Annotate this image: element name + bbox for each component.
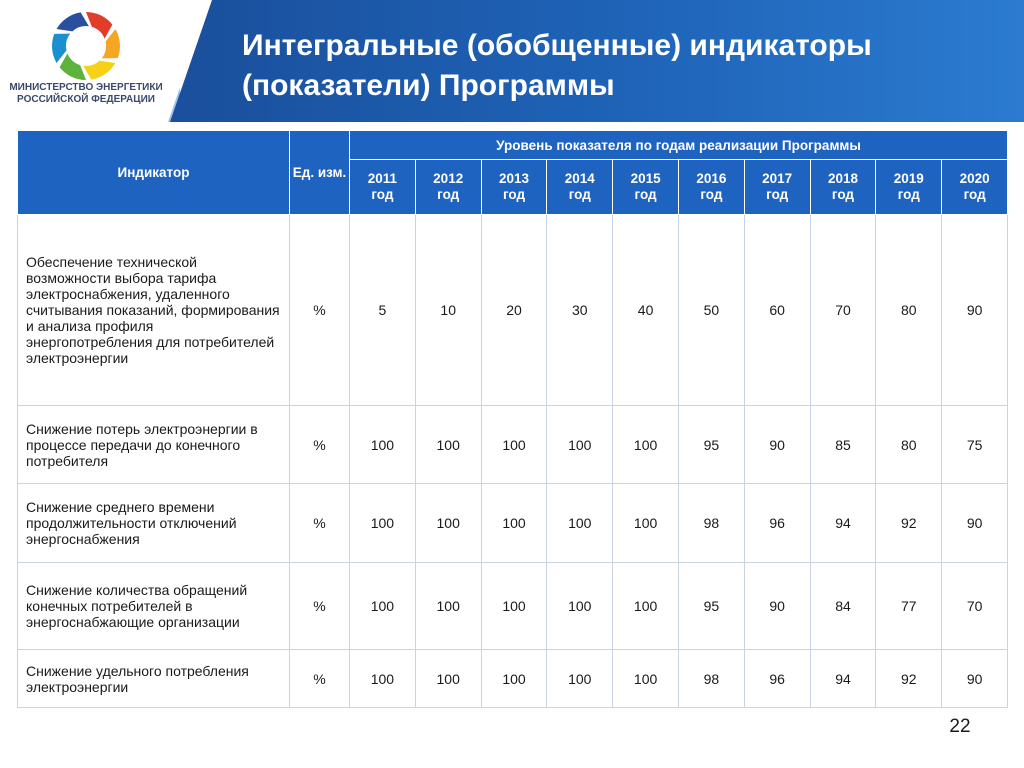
value-cell: 50 <box>678 215 744 406</box>
year-suffix: год <box>963 187 986 202</box>
value-cell: 80 <box>876 215 942 406</box>
column-header-year <box>481 160 547 215</box>
page-title <box>242 26 982 106</box>
indicator-cell: Снижение удельного потребления электроэнергии <box>18 650 290 708</box>
value-cell: 100 <box>350 650 416 708</box>
year-label: 2017 <box>762 171 793 186</box>
value-cell: 100 <box>547 563 613 650</box>
ministry-name <box>6 82 166 106</box>
table-body <box>18 215 1008 708</box>
column-header-year <box>350 160 416 215</box>
column-header-group: Уровень показателя по годам реализации Программы <box>350 131 1008 160</box>
logo-segment <box>57 12 89 31</box>
table-row <box>18 650 1008 708</box>
year-suffix: год <box>568 187 591 202</box>
value-cell: 90 <box>942 215 1008 406</box>
year-suffix: год <box>766 187 789 202</box>
value-cell: 98 <box>678 484 744 563</box>
value-cell: 70 <box>942 563 1008 650</box>
value-cell: 94 <box>810 484 876 563</box>
value-cell: 100 <box>613 484 679 563</box>
column-header-indicator: Индикатор <box>18 131 290 215</box>
value-cell: 100 <box>481 406 547 484</box>
value-cell: 100 <box>415 406 481 484</box>
year-label: 2019 <box>893 171 924 186</box>
year-suffix: год <box>371 187 394 202</box>
column-header-year <box>678 160 744 215</box>
column-header-year <box>810 160 876 215</box>
column-header-unit: Ед. изм. <box>290 131 350 215</box>
value-cell: 94 <box>810 650 876 708</box>
unit-cell: % <box>290 563 350 650</box>
column-header-year <box>942 160 1008 215</box>
value-cell: 100 <box>350 563 416 650</box>
logo-segment <box>86 12 112 39</box>
table-row <box>18 215 1008 406</box>
value-cell: 30 <box>547 215 613 406</box>
year-suffix: год <box>634 187 657 202</box>
indicator-cell: Снижение количества обращений конечных потребителей в энергоснабжающие организации <box>18 563 290 650</box>
value-cell: 84 <box>810 563 876 650</box>
indicator-cell: Обеспечение технической возможности выбора тарифа электроснабжения, удаленного считывания показаний, формирования и анализа профиля энергопотребления для потребителей электроэнергии <box>18 215 290 406</box>
value-cell: 100 <box>613 406 679 484</box>
value-cell: 98 <box>678 650 744 708</box>
value-cell: 100 <box>613 563 679 650</box>
value-cell: 77 <box>876 563 942 650</box>
value-cell: 90 <box>744 563 810 650</box>
value-cell: 100 <box>547 650 613 708</box>
year-suffix: год <box>437 187 460 202</box>
value-cell: 80 <box>876 406 942 484</box>
unit-cell: % <box>290 484 350 563</box>
value-cell: 92 <box>876 484 942 563</box>
value-cell: 96 <box>744 484 810 563</box>
value-cell: 85 <box>810 406 876 484</box>
value-cell: 70 <box>810 215 876 406</box>
value-cell: 100 <box>350 406 416 484</box>
page-title-line-2: (показатели) Программы <box>242 69 615 102</box>
year-label: 2018 <box>827 171 858 186</box>
value-cell: 100 <box>547 406 613 484</box>
value-cell: 75 <box>942 406 1008 484</box>
unit-cell: % <box>290 650 350 708</box>
value-cell: 100 <box>415 484 481 563</box>
value-cell: 100 <box>415 650 481 708</box>
year-suffix: год <box>831 187 855 202</box>
value-cell: 90 <box>744 406 810 484</box>
ministry-name-line-2: РОССИЙСКОЙ ФЕДЕРАЦИИ <box>17 94 155 105</box>
value-cell: 100 <box>481 563 547 650</box>
page-title-line-1: Интегральные (обобщенные) индикаторы <box>242 29 872 62</box>
year-label: 2013 <box>498 171 530 186</box>
table-row <box>18 406 1008 484</box>
value-cell: 60 <box>744 215 810 406</box>
unit-cell: % <box>290 406 350 484</box>
value-cell: 96 <box>744 650 810 708</box>
unit-cell: % <box>290 215 350 406</box>
value-cell: 95 <box>678 563 744 650</box>
value-cell: 100 <box>613 650 679 708</box>
value-cell: 100 <box>481 650 547 708</box>
value-cell: 95 <box>678 406 744 484</box>
value-cell: 5 <box>350 215 416 406</box>
table-row <box>18 484 1008 563</box>
ministry-logo-icon <box>48 8 124 84</box>
year-label: 2012 <box>433 171 464 186</box>
value-cell: 100 <box>350 484 416 563</box>
value-cell: 20 <box>481 215 547 406</box>
logo-segment <box>83 61 115 80</box>
column-header-year <box>876 160 942 215</box>
year-label: 2011 <box>367 171 398 186</box>
page-number: 22 <box>949 716 971 737</box>
value-cell: 100 <box>415 563 481 650</box>
value-cell: 92 <box>876 650 942 708</box>
value-cell: 10 <box>415 215 481 406</box>
column-header-year <box>744 160 810 215</box>
indicator-cell: Снижение среднего времени продолжительности отключений энергоснабжения <box>18 484 290 563</box>
logo-segment <box>60 53 86 80</box>
value-cell: 100 <box>481 484 547 563</box>
value-cell: 90 <box>942 650 1008 708</box>
value-cell: 40 <box>613 215 679 406</box>
column-header-year <box>415 160 481 215</box>
year-label: 2016 <box>696 171 727 186</box>
ministry-name-line-1: МИНИСТЕРСТВО ЭНЕРГЕТИКИ <box>9 82 163 93</box>
table-row <box>18 563 1008 650</box>
year-label: 2014 <box>564 171 595 186</box>
indicators-table <box>17 130 1008 708</box>
column-header-year <box>547 160 613 215</box>
column-header-year <box>613 160 679 215</box>
year-suffix: год <box>502 187 526 202</box>
indicator-cell: Снижение потерь электроэнергии в процессе передачи до конечного потребителя <box>18 406 290 484</box>
value-cell: 100 <box>547 484 613 563</box>
year-label: 2020 <box>959 171 990 186</box>
year-suffix: год <box>700 187 723 202</box>
year-label: 2015 <box>630 171 661 186</box>
year-suffix: год <box>897 187 920 202</box>
value-cell: 90 <box>942 484 1008 563</box>
